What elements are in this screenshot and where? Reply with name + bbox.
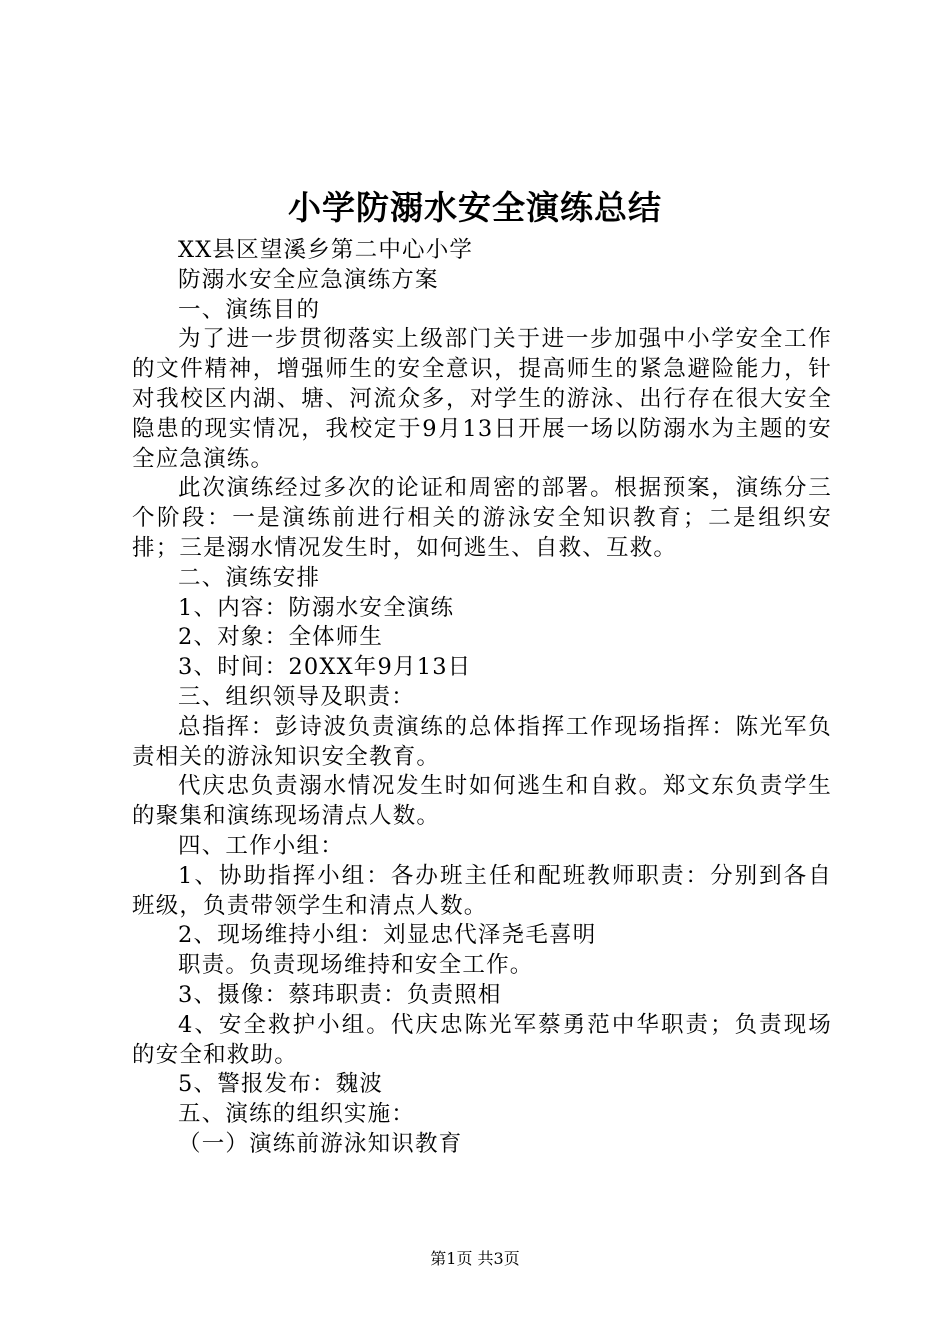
paragraph-group-1: 1、协助指挥小组：各办班主任和配班教师职责：分别到各自班级，负责带领学生和清点人数。	[132, 862, 832, 919]
page-number: 第1页 共3页	[430, 1249, 520, 1268]
paragraph-stages: 此次演练经过多次的论证和周密的部署。根据预案，演练分三个阶段：一是演练前进行相关的游泳安全知识教育；二是组织安排；三是溺水情况发生时，如何逃生、自救、互救。	[132, 475, 832, 561]
paragraph-school-name: XX县区望溪乡第二中心小学	[178, 237, 474, 263]
heading-arrangement: 二、演练安排	[178, 564, 321, 591]
paragraph-group-2: 2、现场维持小组：刘显忠代泽尧毛喜明	[178, 922, 597, 949]
heading-pre-drill-education: （一）演练前游泳知识教育	[178, 1130, 463, 1157]
document-title: 小学防溺水安全演练总结	[288, 188, 662, 227]
paragraph-group-4: 4、安全救护小组。代庆忠陈光军蔡勇范中华职责；负责现场的安全和救助。	[132, 1011, 832, 1068]
paragraph-group-5: 5、警报发布：魏波	[178, 1071, 384, 1098]
paragraph-purpose: 为了进一步贯彻落实上级部门关于进一步加强中小学安全工作的文件精神，增强师生的安全意识，提高师生的紧急避险能力，针对我校区内湖、塘、河流众多，对学生的游泳、出行存在很大安全隐患的现实情况，我校定于9月13日开展一场以防溺水为主题的安全应急演练。	[132, 326, 832, 472]
document-body	[132, 236, 832, 1160]
paragraph-group-2-duty: 职责。负责现场维持和安全工作。	[178, 952, 534, 979]
paragraph-duties: 代庆忠负责溺水情况发生时如何逃生和自救。郑文东负责学生的聚集和演练现场清点人数。	[132, 773, 832, 830]
paragraph-plan-name: 防溺水安全应急演练方案	[178, 266, 439, 293]
heading-work-groups: 四、工作小组：	[178, 832, 344, 859]
paragraph-audience: 2、对象：全体师生	[178, 624, 384, 651]
paragraph-commander: 总指挥：彭诗波负责演练的总体指挥工作现场指挥：陈光军负责相关的游泳知识安全教育。	[132, 713, 832, 770]
heading-leadership: 三、组织领导及职责：	[178, 683, 416, 710]
paragraph-content: 1、内容：防溺水安全演练	[178, 594, 455, 621]
heading-purpose: 一、演练目的	[178, 296, 321, 323]
paragraph-group-3: 3、摄像：蔡玮职责：负责照相	[178, 981, 502, 1008]
heading-implementation: 五、演练的组织实施：	[178, 1101, 416, 1128]
paragraph-time: 3、时间：20XX年9月13日	[178, 654, 472, 681]
